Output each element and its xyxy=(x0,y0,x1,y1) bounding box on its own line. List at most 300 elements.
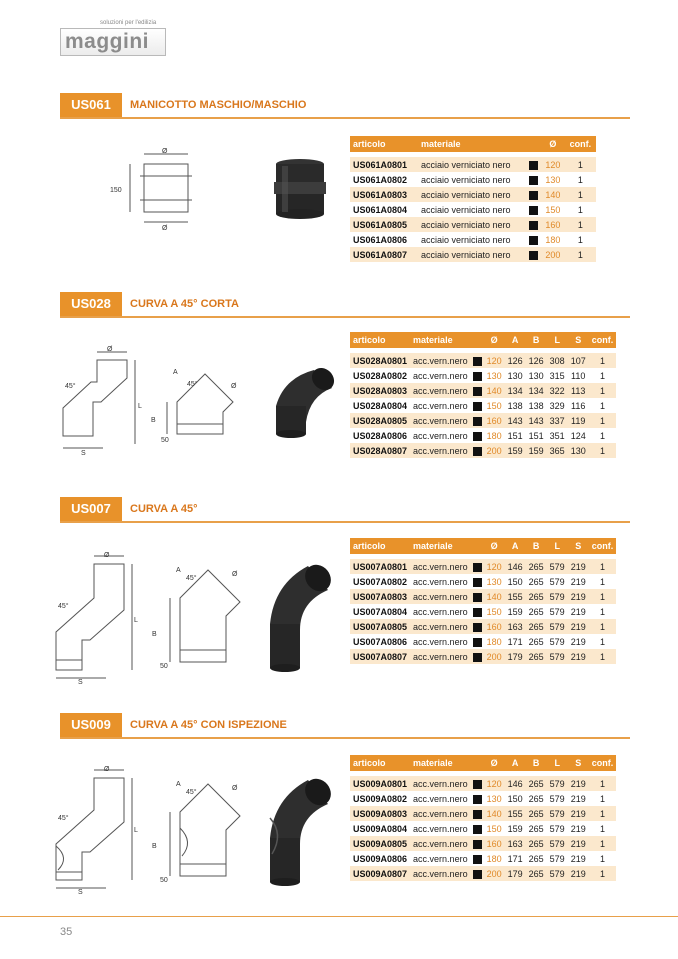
cell-diameter: 150 xyxy=(486,400,502,411)
cell-materiale: acc.vern.nero xyxy=(410,443,471,458)
cell-a: 155 xyxy=(505,589,526,604)
table-row xyxy=(350,559,616,574)
section-code: US061 xyxy=(60,93,122,117)
cell-articolo: US061A0801 xyxy=(350,157,418,172)
cell-swatch xyxy=(471,791,484,806)
cell-materiale: acc.vern.nero xyxy=(413,636,468,647)
cell-s: 219 xyxy=(570,606,586,617)
table-row xyxy=(350,821,616,836)
cell-s: 124 xyxy=(570,430,586,441)
cell-s: 219 xyxy=(568,619,589,634)
color-swatch xyxy=(473,795,482,804)
table-row xyxy=(350,776,616,791)
cell-b: 265 xyxy=(528,793,544,804)
cell-materiale: acc.vern.nero xyxy=(413,400,468,411)
dim-angle-side: 45° xyxy=(187,381,198,388)
section-header xyxy=(60,713,630,739)
cell-materiale: acc.vern.nero xyxy=(413,576,468,587)
table-row xyxy=(350,202,596,217)
drawing-us061-technical xyxy=(108,148,204,232)
cell-l: 579 xyxy=(549,576,565,587)
photo-us007-elbow xyxy=(262,558,336,674)
cell-materiale: acc.vern.nero xyxy=(410,383,471,398)
color-swatch xyxy=(473,623,482,632)
cell-materiale: acc.vern.nero xyxy=(413,370,468,381)
dim-height: 150 xyxy=(110,187,122,194)
color-swatch xyxy=(473,563,482,572)
cell-s: 116 xyxy=(571,400,586,411)
color-swatch xyxy=(473,840,482,849)
cell-swatch xyxy=(526,187,541,202)
table-row xyxy=(350,428,616,443)
dim-d-bottom: Ø xyxy=(162,225,168,232)
cell-diameter: 140 xyxy=(484,806,505,821)
cell-s: 119 xyxy=(568,413,589,428)
drawing-us007-elevation xyxy=(50,552,140,684)
color-swatch xyxy=(473,578,482,587)
cell-swatch xyxy=(526,232,541,247)
col-diameter: Ø xyxy=(541,136,565,152)
col-l: L xyxy=(547,538,568,554)
color-swatch xyxy=(473,593,482,602)
cell-materiale: acciaio verniciato nero xyxy=(418,187,526,202)
cell-s: 110 xyxy=(571,370,586,381)
cell-diameter: 120 xyxy=(484,353,505,368)
brand-logo-box xyxy=(60,28,166,56)
cell-s: 219 xyxy=(568,806,589,821)
cell-conf: 1 xyxy=(565,187,596,202)
color-swatch xyxy=(529,251,538,260)
section-title: MANICOTTO MASCHIO/MASCHIO xyxy=(130,99,307,111)
cell-materiale: acc.vern.nero xyxy=(410,353,471,368)
cell-diameter: 150 xyxy=(486,606,502,617)
cell-swatch xyxy=(471,353,484,368)
dim-d-top: Ø xyxy=(162,148,168,155)
cell-l: 579 xyxy=(547,649,568,664)
drawing-us028-elevation xyxy=(55,344,145,456)
col-articolo: articolo xyxy=(350,136,418,152)
col-materiale: materiale xyxy=(418,136,526,152)
cell-conf: 1 xyxy=(589,836,617,851)
col-swatch xyxy=(471,755,484,771)
cell-articolo: US007A0806 xyxy=(353,636,408,647)
cell-b: 265 xyxy=(528,823,544,834)
cell-s: 113 xyxy=(568,383,589,398)
cell-l: 579 xyxy=(547,776,568,791)
cell-swatch xyxy=(526,247,541,262)
cell-articolo: US061A0802 xyxy=(353,174,408,185)
col-articolo: articolo xyxy=(350,538,410,554)
col-b: B xyxy=(526,332,547,348)
cell-diameter: 180 xyxy=(486,853,502,864)
table-row xyxy=(350,413,616,428)
cell-diameter: 180 xyxy=(486,636,502,647)
cell-diameter: 200 xyxy=(484,866,505,881)
cell-swatch xyxy=(471,383,484,398)
cell-a: 138 xyxy=(507,400,523,411)
cell-conf: 1 xyxy=(599,793,605,804)
cell-diameter: 180 xyxy=(486,430,502,441)
cell-articolo: US009A0801 xyxy=(350,776,410,791)
cell-swatch xyxy=(471,368,484,383)
cell-s: 219 xyxy=(568,866,589,881)
cell-articolo: US061A0805 xyxy=(350,217,418,232)
col-materiale: materiale xyxy=(410,755,471,771)
cell-swatch xyxy=(471,443,484,458)
color-swatch xyxy=(473,870,482,879)
col-conf: conf. xyxy=(589,755,617,771)
cell-swatch xyxy=(471,574,484,589)
table-header-row xyxy=(350,755,616,771)
dim-diameter: Ø xyxy=(107,346,113,353)
table-row xyxy=(350,247,596,262)
section-header xyxy=(60,93,630,119)
cell-swatch xyxy=(526,202,541,217)
cell-articolo: US007A0804 xyxy=(353,606,408,617)
cell-l: 322 xyxy=(547,383,568,398)
section-us028 xyxy=(60,292,630,318)
cell-conf: 1 xyxy=(599,576,605,587)
cell-b: 130 xyxy=(528,370,544,381)
cell-conf: 1 xyxy=(599,430,605,441)
table-header-row xyxy=(350,332,616,348)
cell-swatch xyxy=(471,559,484,574)
dim-offset: S xyxy=(78,889,83,894)
dim-b: B xyxy=(151,417,156,424)
cell-swatch xyxy=(471,866,484,881)
cell-swatch xyxy=(526,172,541,187)
cell-l: 579 xyxy=(549,636,565,647)
table-row xyxy=(350,157,596,172)
table-row xyxy=(350,634,616,649)
table-header-row xyxy=(350,538,616,554)
dim-a: A xyxy=(176,567,181,574)
dim-b: B xyxy=(152,631,157,638)
cell-diameter: 200 xyxy=(484,443,505,458)
cell-articolo: US007A0802 xyxy=(353,576,408,587)
cell-materiale: acc.vern.nero xyxy=(410,866,471,881)
table-row xyxy=(350,604,616,619)
cell-l: 579 xyxy=(547,836,568,851)
table-header-row xyxy=(350,136,596,152)
table-us061 xyxy=(350,136,596,262)
cell-a: 171 xyxy=(507,636,523,647)
color-swatch xyxy=(473,638,482,647)
cell-swatch xyxy=(471,619,484,634)
cell-articolo: US061A0807 xyxy=(350,247,418,262)
col-conf: conf. xyxy=(589,332,617,348)
cell-l: 579 xyxy=(547,866,568,881)
cell-conf: 1 xyxy=(589,589,617,604)
cell-l: 579 xyxy=(549,793,565,804)
cell-materiale: acc.vern.nero xyxy=(410,589,471,604)
col-a: A xyxy=(505,755,526,771)
col-s: S xyxy=(568,332,589,348)
color-swatch xyxy=(473,447,482,456)
cell-articolo: US009A0806 xyxy=(353,853,408,864)
cell-swatch xyxy=(471,851,484,866)
dim-diameter: Ø xyxy=(104,766,110,773)
cell-conf: 1 xyxy=(577,174,583,185)
drawing-us009-side xyxy=(148,764,252,888)
cell-swatch xyxy=(471,413,484,428)
cell-swatch xyxy=(471,776,484,791)
dim-offset: S xyxy=(78,679,83,684)
cell-articolo: US009A0803 xyxy=(350,806,410,821)
cell-diameter: 200 xyxy=(541,247,565,262)
cell-materiale: acciaio verniciato nero xyxy=(421,234,511,245)
cell-b: 265 xyxy=(526,836,547,851)
color-swatch xyxy=(473,855,482,864)
col-swatch xyxy=(471,538,484,554)
brand-tagline: soluzioni per l'edilizia xyxy=(100,20,157,26)
cell-swatch xyxy=(471,649,484,664)
cell-swatch xyxy=(471,634,484,649)
cell-diameter: 130 xyxy=(486,370,502,381)
cell-conf: 1 xyxy=(589,806,617,821)
cell-a: 155 xyxy=(505,806,526,821)
section-code: US007 xyxy=(60,497,122,521)
cell-a: 159 xyxy=(507,606,523,617)
cell-swatch xyxy=(471,604,484,619)
cell-l: 579 xyxy=(547,559,568,574)
cell-articolo: US028A0801 xyxy=(350,353,410,368)
table-row xyxy=(350,836,616,851)
cell-materiale: acc.vern.nero xyxy=(413,430,468,441)
cell-swatch xyxy=(471,589,484,604)
table-row xyxy=(350,791,616,806)
cell-materiale: acc.vern.nero xyxy=(413,823,468,834)
cell-diameter: 150 xyxy=(545,204,561,215)
cell-materiale: acciaio verniciato nero xyxy=(421,174,511,185)
cell-materiale: acc.vern.nero xyxy=(410,413,471,428)
cell-a: 179 xyxy=(505,866,526,881)
table-row xyxy=(350,589,616,604)
cell-conf: 1 xyxy=(599,853,605,864)
cell-conf: 1 xyxy=(589,559,617,574)
cell-l: 308 xyxy=(547,353,568,368)
cell-articolo: US009A0805 xyxy=(350,836,410,851)
table-row xyxy=(350,866,616,881)
dim-angle: 45° xyxy=(65,383,76,390)
cell-conf: 1 xyxy=(589,649,617,664)
table-row xyxy=(350,172,596,187)
color-swatch xyxy=(473,402,482,411)
drawing-us009-elevation xyxy=(50,766,140,894)
cell-s: 130 xyxy=(568,443,589,458)
cell-s: 219 xyxy=(570,853,586,864)
cell-articolo: US007A0801 xyxy=(350,559,410,574)
cell-diameter: 130 xyxy=(545,174,561,185)
cell-conf: 1 xyxy=(589,776,617,791)
cell-diameter: 160 xyxy=(484,413,505,428)
cell-a: 179 xyxy=(505,649,526,664)
cell-diameter: 160 xyxy=(484,836,505,851)
cell-l: 579 xyxy=(549,823,565,834)
col-diameter: Ø xyxy=(484,755,505,771)
dim-a: A xyxy=(173,369,178,376)
dim-a: A xyxy=(176,781,181,788)
table-row xyxy=(350,443,616,458)
cell-b: 143 xyxy=(526,413,547,428)
cell-articolo: US028A0803 xyxy=(350,383,410,398)
cell-s: 219 xyxy=(568,559,589,574)
cell-a: 150 xyxy=(507,576,523,587)
color-swatch xyxy=(529,221,538,230)
cell-articolo: US061A0806 xyxy=(353,234,408,245)
table-row xyxy=(350,383,616,398)
col-materiale: materiale xyxy=(410,332,471,348)
cell-diameter: 140 xyxy=(484,383,505,398)
cell-a: 146 xyxy=(505,776,526,791)
cell-b: 265 xyxy=(526,866,547,881)
col-swatch xyxy=(471,332,484,348)
section-title: CURVA A 45° CON ISPEZIONE xyxy=(130,719,287,731)
table-row xyxy=(350,217,596,232)
col-diameter: Ø xyxy=(484,538,505,554)
cell-b: 159 xyxy=(526,443,547,458)
cell-s: 219 xyxy=(568,836,589,851)
cell-conf: 1 xyxy=(565,247,596,262)
col-s: S xyxy=(568,538,589,554)
cell-materiale: acciaio verniciato nero xyxy=(421,204,511,215)
cell-articolo: US061A0803 xyxy=(350,187,418,202)
cell-conf: 1 xyxy=(589,413,617,428)
table-row xyxy=(350,619,616,634)
page-number: 35 xyxy=(60,926,73,938)
cell-conf: 1 xyxy=(589,353,617,368)
cell-l: 365 xyxy=(547,443,568,458)
cell-materiale: acciaio verniciato nero xyxy=(418,217,526,232)
col-conf: conf. xyxy=(565,136,596,152)
color-swatch xyxy=(473,432,482,441)
col-swatch xyxy=(526,136,541,152)
cell-l: 337 xyxy=(547,413,568,428)
cell-a: 151 xyxy=(507,430,523,441)
cell-l: 351 xyxy=(549,430,565,441)
col-b: B xyxy=(526,755,547,771)
cell-a: 130 xyxy=(507,370,523,381)
cell-b: 151 xyxy=(528,430,544,441)
dim-c: Ø xyxy=(232,571,238,578)
brand-name: maggini xyxy=(65,30,150,53)
cell-materiale: acc.vern.nero xyxy=(413,853,468,864)
cell-l: 579 xyxy=(547,589,568,604)
dim-c: Ø xyxy=(231,383,237,390)
dim-length: L xyxy=(134,617,138,624)
table-row xyxy=(350,353,616,368)
cell-articolo: US061A0804 xyxy=(353,204,408,215)
cell-conf: 1 xyxy=(599,636,605,647)
cell-articolo: US009A0804 xyxy=(353,823,408,834)
cell-diameter: 140 xyxy=(484,589,505,604)
photo-us028-elbow xyxy=(270,366,338,438)
footer-divider xyxy=(0,916,678,917)
color-swatch xyxy=(473,825,482,834)
dim-offset: S xyxy=(81,450,86,456)
color-swatch xyxy=(529,191,538,200)
cell-a: 159 xyxy=(505,443,526,458)
cell-conf: 1 xyxy=(565,157,596,172)
col-articolo: articolo xyxy=(350,332,410,348)
col-materiale: materiale xyxy=(410,538,471,554)
table-us009 xyxy=(350,755,616,881)
table-row xyxy=(350,368,616,383)
cell-b: 138 xyxy=(528,400,544,411)
cell-b: 265 xyxy=(526,649,547,664)
brand-logo xyxy=(60,20,168,60)
cell-swatch xyxy=(526,217,541,232)
cell-materiale: acc.vern.nero xyxy=(410,836,471,851)
color-swatch xyxy=(473,608,482,617)
dim-angle-side: 45° xyxy=(186,789,197,796)
cell-s: 219 xyxy=(570,636,586,647)
cell-s: 219 xyxy=(570,823,586,834)
color-swatch xyxy=(529,161,538,170)
cell-b: 265 xyxy=(528,576,544,587)
cell-swatch xyxy=(526,157,541,172)
cell-diameter: 180 xyxy=(545,234,561,245)
section-title: CURVA A 45° CORTA xyxy=(130,298,239,310)
cell-a: 159 xyxy=(507,823,523,834)
section-header xyxy=(60,497,630,523)
cell-conf: 1 xyxy=(599,823,605,834)
section-us061 xyxy=(60,93,630,119)
cell-b: 126 xyxy=(526,353,547,368)
cell-materiale: acc.vern.nero xyxy=(410,559,471,574)
section-code: US009 xyxy=(60,713,122,737)
cell-b: 265 xyxy=(528,636,544,647)
color-swatch xyxy=(473,372,482,381)
dim-50: 50 xyxy=(160,663,168,670)
dim-angle: 45° xyxy=(58,603,69,610)
table-row xyxy=(350,806,616,821)
dim-50: 50 xyxy=(161,437,169,444)
cell-b: 134 xyxy=(526,383,547,398)
dim-c: Ø xyxy=(232,785,238,792)
table-us007 xyxy=(350,538,616,664)
cell-conf: 1 xyxy=(577,204,583,215)
drawing-us028-side xyxy=(147,360,247,444)
cell-diameter: 200 xyxy=(484,649,505,664)
cell-s: 219 xyxy=(570,793,586,804)
cell-conf: 1 xyxy=(565,217,596,232)
cell-l: 579 xyxy=(547,619,568,634)
cell-l: 579 xyxy=(547,806,568,821)
cell-swatch xyxy=(471,428,484,443)
cell-swatch xyxy=(471,806,484,821)
cell-l: 315 xyxy=(549,370,565,381)
cell-a: 126 xyxy=(505,353,526,368)
col-b: B xyxy=(526,538,547,554)
cell-materiale: acciaio verniciato nero xyxy=(418,157,526,172)
table-us028 xyxy=(350,332,616,458)
cell-diameter: 120 xyxy=(484,559,505,574)
cell-materiale: acc.vern.nero xyxy=(410,776,471,791)
color-swatch xyxy=(529,176,538,185)
cell-diameter: 140 xyxy=(541,187,565,202)
cell-diameter: 160 xyxy=(484,619,505,634)
photo-us061-coupling xyxy=(272,156,328,220)
table-row xyxy=(350,851,616,866)
cell-l: 579 xyxy=(549,606,565,617)
cell-b: 265 xyxy=(526,589,547,604)
cell-articolo: US007A0805 xyxy=(350,619,410,634)
cell-a: 134 xyxy=(505,383,526,398)
cell-conf: 1 xyxy=(599,606,605,617)
cell-articolo: US007A0807 xyxy=(350,649,410,664)
cell-b: 265 xyxy=(528,606,544,617)
